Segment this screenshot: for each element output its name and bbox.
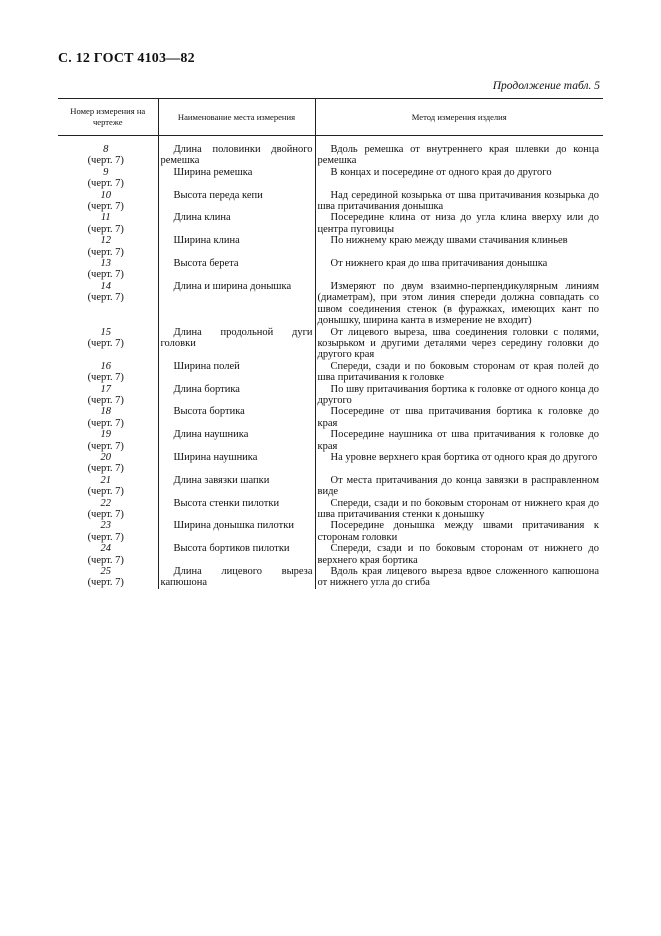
measurement-method: Посередине от шва притачивания бортика к головке до края	[317, 406, 599, 429]
drawing-reference: (черт. 7)	[87, 223, 124, 235]
measurement-method: В концах и посередине от одного края до другого	[330, 166, 552, 178]
measurement-method: Спереди, сзади и по боковым сторонам от нижнего края до шва притачивания стенки к донышку	[317, 497, 599, 520]
measurement-number-cell	[58, 327, 158, 361]
measurement-number: 15	[100, 326, 111, 338]
table-row	[58, 520, 603, 543]
measurement-number-cell	[58, 566, 158, 589]
table-row	[58, 384, 603, 407]
measurement-name-cell	[158, 520, 315, 543]
measurement-number-cell	[58, 429, 158, 452]
measurement-number: 25	[100, 566, 111, 578]
measurement-name-cell	[158, 136, 315, 167]
drawing-reference: (черт. 7)	[87, 440, 124, 452]
measurement-method: Спереди, сзади и по боковым сторонам от края полей до шва притачивания к головке	[317, 360, 599, 384]
measurement-number: 8	[103, 144, 109, 155]
drawing-reference: (черт. 7)	[87, 155, 124, 167]
measurement-number-cell	[58, 520, 158, 543]
drawing-reference: (черт. 7)	[87, 554, 124, 566]
measurement-number: 21	[100, 474, 111, 486]
measurement-number: 19	[100, 429, 111, 441]
measurement-name-cell	[158, 327, 315, 361]
measurement-method: Спереди, сзади и по боковым сторонам от нижнего до верхнего края бортика	[317, 543, 599, 566]
measurement-method-cell	[315, 429, 603, 452]
measurement-name: Длина и ширина донышка	[173, 280, 292, 292]
measurement-name: Ширина полей	[173, 360, 240, 372]
measurement-name-cell	[158, 361, 315, 384]
measurement-name: Длина продольной дуги головки	[160, 326, 313, 349]
table-row	[58, 475, 603, 498]
measurement-method: От лицевого выреза, шва соединения головки с полями, козырьком и другими деталями через середину головки до другого края	[317, 326, 599, 361]
measurement-method: Над серединой козырька от шва притачивания козырька до шва притачивания донышка	[317, 189, 599, 213]
measurement-name-cell	[158, 258, 315, 281]
drawing-reference: (черт. 7)	[87, 577, 124, 589]
table-row	[58, 543, 603, 566]
table-row	[58, 235, 603, 258]
measurement-method-cell	[315, 361, 603, 384]
measurement-method: На уровне верхнего края бортика от одного края до другого	[330, 451, 598, 463]
measurement-number-cell	[58, 136, 158, 167]
measurement-number: 18	[100, 406, 111, 418]
measurement-method-cell	[315, 543, 603, 566]
measurement-number: 10	[100, 189, 111, 201]
measurement-table	[58, 98, 603, 589]
table-row	[58, 136, 603, 167]
table-row	[58, 212, 603, 235]
drawing-reference: (черт. 7)	[87, 269, 124, 281]
column-header-number: Номер измерения на чертеже	[58, 99, 158, 136]
measurement-number-cell	[58, 452, 158, 475]
table-row	[58, 327, 603, 361]
measurement-method-cell	[315, 190, 603, 213]
measurement-method-cell	[315, 520, 603, 543]
measurement-name: Длина бортика	[173, 383, 240, 395]
measurement-method: От места притачивания до конца завязки в расправленном виде	[317, 474, 599, 498]
measurement-name: Длина наушника	[173, 429, 249, 441]
drawing-reference: (черт. 7)	[87, 201, 124, 213]
table-row	[58, 167, 603, 190]
drawing-reference: (черт. 7)	[87, 463, 124, 475]
measurement-name: Длина клина	[173, 212, 231, 224]
measurement-method: От нижнего края до шва притачивания донышка	[330, 258, 548, 270]
drawing-reference: (черт. 7)	[87, 372, 124, 384]
drawing-reference: (черт. 7)	[87, 509, 124, 520]
measurement-method: Измеряют по двум взаимно-перпендикулярным линиям (диаметрам), при этом линия спереди должна совпадать со швом соединения стенок (в фуражках, имеющих кант по донышку, ширина канта в измерение не входит)	[317, 280, 599, 327]
measurement-method: Посередине клина от низа до угла клина вверху или до центра пуговицы	[317, 212, 599, 235]
table-continuation-label: Продолжение табл. 5	[492, 80, 600, 92]
measurement-number: 24	[100, 543, 111, 555]
column-header-method: Метод измерения изделия	[315, 99, 603, 136]
drawing-reference: (черт. 7)	[87, 486, 124, 498]
measurement-name-cell	[158, 190, 315, 213]
measurement-number-cell	[58, 406, 158, 429]
measurement-name-cell	[158, 281, 315, 327]
measurement-number-cell	[58, 212, 158, 235]
measurement-method-cell	[315, 136, 603, 167]
measurement-name: Длина завязки шапки	[173, 474, 270, 486]
measurement-method: Вдоль ремешка от внутреннего края шлевки до конца ремешка	[317, 144, 599, 167]
measurement-number: 11	[100, 212, 111, 224]
table-row	[58, 190, 603, 213]
measurement-method: По шву притачивания бортика к головке от одного конца до другого	[317, 383, 599, 406]
measurement-number: 13	[100, 258, 111, 270]
table-body	[58, 136, 603, 589]
measurement-number-cell	[58, 281, 158, 327]
measurement-name: Ширина клина	[173, 235, 240, 247]
measurement-name: Ширина ремешка	[173, 166, 253, 178]
measurement-number: 22	[100, 497, 111, 509]
measurement-name: Высота бортиков пилотки	[173, 543, 290, 555]
measurement-number: 17	[100, 383, 111, 395]
measurement-name-cell	[158, 543, 315, 566]
measurement-method-cell	[315, 498, 603, 521]
measurement-method-cell	[315, 384, 603, 407]
measurement-number-cell	[58, 384, 158, 407]
column-header-name: Наименование места измерения	[158, 99, 315, 136]
table-row	[58, 566, 603, 589]
measurement-name-cell	[158, 498, 315, 521]
measurement-number: 16	[100, 360, 111, 372]
measurement-name-cell	[158, 167, 315, 190]
measurement-number: 20	[100, 451, 111, 463]
measurement-number-cell	[58, 167, 158, 190]
measurement-name-cell	[158, 384, 315, 407]
measurement-name-cell	[158, 406, 315, 429]
measurement-number-cell	[58, 258, 158, 281]
table-row	[58, 406, 603, 429]
table-row	[58, 498, 603, 521]
measurement-method: По нижнему краю между швами стачивания клиньев	[330, 235, 568, 247]
measurement-name-cell	[158, 429, 315, 452]
measurement-method-cell	[315, 235, 603, 258]
measurement-method: Посередине донышка между швами притачивания к сторонам головки	[317, 520, 599, 543]
measurement-method-cell	[315, 167, 603, 190]
table-header-row	[58, 99, 603, 136]
drawing-reference: (черт. 7)	[87, 178, 124, 190]
measurement-name: Длина лицевого выреза капюшона	[160, 566, 313, 589]
drawing-reference: (черт. 7)	[87, 394, 124, 406]
measurement-number-cell	[58, 543, 158, 566]
table-row	[58, 429, 603, 452]
measurement-name-cell	[158, 212, 315, 235]
measurement-method-cell	[315, 452, 603, 475]
drawing-reference: (черт. 7)	[87, 417, 124, 429]
measurement-method: Вдоль края лицевого выреза вдвое сложенного капюшона от нижнего угла до сгиба	[317, 566, 599, 589]
measurement-name-cell	[158, 566, 315, 589]
measurement-number-cell	[58, 235, 158, 258]
measurement-name: Высота переда кепи	[173, 189, 263, 201]
measurement-name-cell	[158, 475, 315, 498]
measurement-method-cell	[315, 406, 603, 429]
measurement-number: 9	[103, 166, 109, 178]
measurement-number-cell	[58, 475, 158, 498]
measurement-number-cell	[58, 361, 158, 384]
measurement-method-cell	[315, 281, 603, 327]
drawing-reference: (черт. 7)	[87, 531, 124, 543]
measurement-number: 23	[100, 520, 111, 532]
measurement-name: Высота берета	[173, 258, 239, 270]
measurement-method-cell	[315, 212, 603, 235]
measurement-method-cell	[315, 475, 603, 498]
measurement-name: Ширина донышка пилотки	[173, 520, 294, 532]
measurement-number: 14	[100, 280, 111, 292]
page-title: С. 12 ГОСТ 4103—82	[58, 51, 195, 66]
table-row	[58, 258, 603, 281]
measurement-method-cell	[315, 327, 603, 361]
table-row	[58, 281, 603, 327]
drawing-reference: (черт. 7)	[87, 337, 124, 349]
measurement-name: Высота бортика	[173, 406, 245, 418]
measurement-method-cell	[315, 566, 603, 589]
measurement-method: Посередине наушника от шва притачивания к головке до края	[317, 429, 599, 452]
measurement-number: 12	[100, 235, 111, 247]
measurement-number-cell	[58, 498, 158, 521]
table-row	[58, 361, 603, 384]
measurement-name: Высота стенки пилотки	[173, 497, 280, 509]
measurement-name-cell	[158, 235, 315, 258]
table-row	[58, 452, 603, 475]
measurement-name: Ширина наушника	[173, 451, 258, 463]
drawing-reference: (черт. 7)	[87, 246, 124, 258]
measurement-method-cell	[315, 258, 603, 281]
measurement-number-cell	[58, 190, 158, 213]
drawing-reference: (черт. 7)	[87, 292, 124, 304]
measurement-name: Длина половинки двойного ремешка	[160, 144, 313, 167]
measurement-name-cell	[158, 452, 315, 475]
